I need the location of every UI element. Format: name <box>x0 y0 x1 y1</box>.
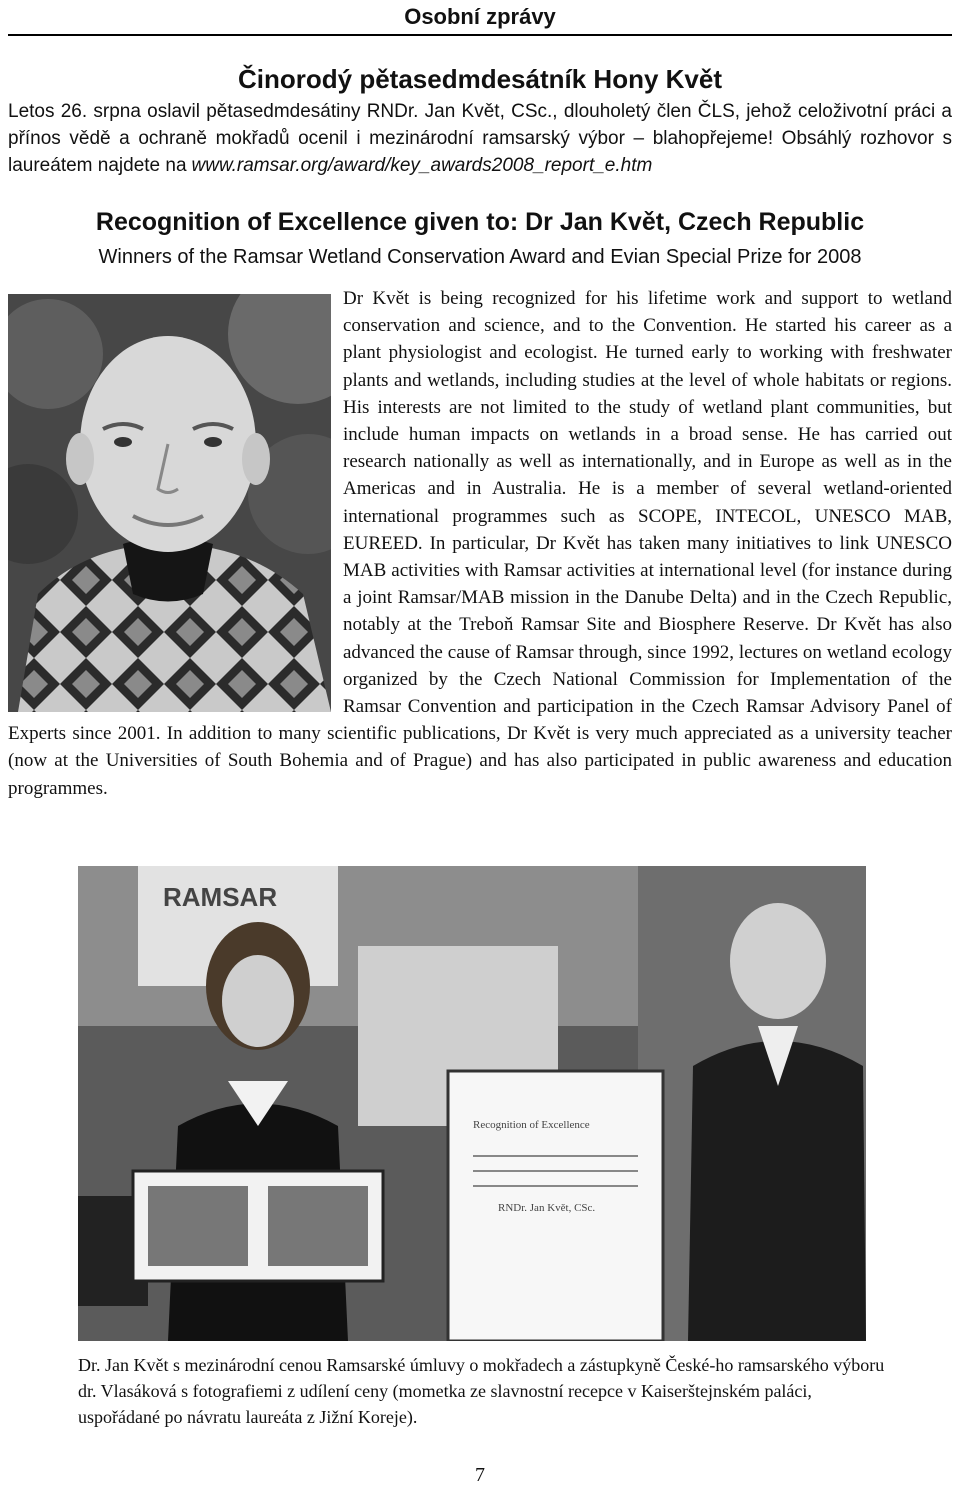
portrait-wrap-spacer <box>8 285 343 715</box>
ceremony-photo <box>78 866 866 1341</box>
page-number: 7 <box>475 1464 485 1486</box>
photo-caption: Dr. Jan Květ s mezinárodní cenou Ramsarské úmluvy o mokřadech a zástupkyně České-ho ramsarského výboru dr. Vlasáková s fotografiemi z udílení ceny (mometka ze slavnostní recepce v Kaiserštejnském paláci, uspořádané po návratu laureáta z Jižní Koreje). <box>78 1355 885 1427</box>
interview-link[interactable]: www.ramsar.org/award/key_awards2008_report_e.htm <box>191 155 653 176</box>
certificate-name: RNDr. Jan Květ, CSc. <box>498 1202 596 1214</box>
section-header: Osobní zprávy <box>404 4 556 29</box>
header-rule <box>8 34 952 36</box>
article-title: Činorodý pětasedmdesátník Hony Květ <box>238 64 722 94</box>
recognition-title: Recognition of Excellence given to: Dr Jan Květ, Czech Republic <box>95 208 865 236</box>
certificate-title: Recognition of Excellence <box>473 1119 590 1131</box>
intro-text: Letos 26. srpna oslavil pětasedmdesátiny RNDr. Jan Květ, CSc., dlouholetý člen ČLS, jehož celoživotní práci a přínos vědě a ochraně mokřadů ocenil i mezinárodní ramsarský výbor – blahopřejeme! Obsáhlý rozhovor s laureátem najdete na <box>8 101 952 176</box>
article-intro <box>8 98 952 179</box>
recognition-body-text: Dr Květ is being recognized for his lifetime work and support to wetland conservation and science, and to the Convention. He started his career as a plant physiologist and ecologist. He turned early to working with freshwater plants and wetlands, including studies at the level of whole habitats or regions. His interests are not limited to the study of wetland plant communities, but include human impacts on wetlands in a broad sense. He has carried out research nationally as well as internationally, and in Europe as well as in the Americas and in Australia. He is a member of several wetland-oriented international programmes such as SCOPE, INTECOL, UNESCO MAB, EUREED. In particular, Dr Květ has taken many initiatives to link UNESCO MAB activities with Ramsar activities at international level (for instance during a joint Ramsar/MAB mission in the Danube Delta) and in the Czech Republic, notably at the Treboň Ramsar Site and Biosphere Reserve. Dr Květ has also advanced the cause of Ramsar through, since 1992, lectures on wetland ecology organized by the Czech National Commission for Implementation of the Ramsar Convention and participation in the Czech Ramsar Advisory Panel of Experts since 2001. In addition to many scientific publications, Dr Květ is very much appreciated as a university teacher (now at the Universities of South Bohemia and of Prague) and has also participated in public awareness and education programmes. <box>8 288 952 799</box>
banner-text: RAMSAR <box>163 882 278 912</box>
recognition-subtitle: Winners of the Ramsar Wetland Conservation Award and Evian Special Prize for 2008 <box>98 246 862 268</box>
ceremony-illustration <box>78 866 866 1341</box>
recognition-body <box>8 285 952 802</box>
